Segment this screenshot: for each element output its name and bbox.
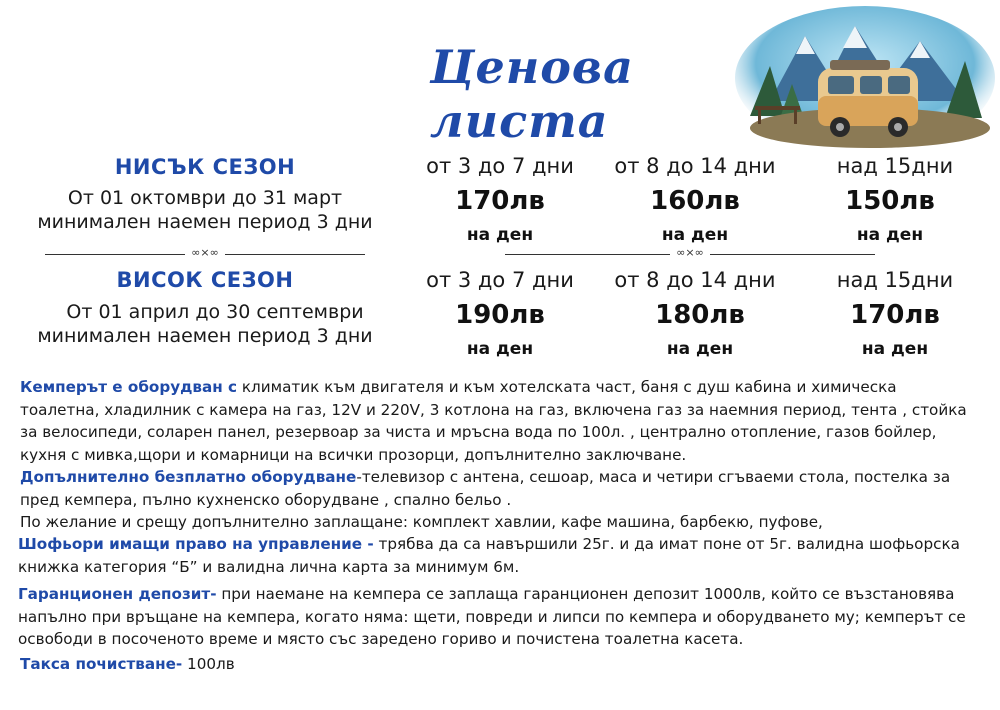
extra-free-text: -телевизор с антена, сешоар, маса и четири сгъваеми стола, постелка за пред кемпера, пълно кухненско оборудване , спално бельо . [20, 468, 951, 509]
low-season-min-rent: минимален наемен период 3 дни [37, 211, 373, 233]
high-col-3-range: над 15дни [836, 268, 954, 292]
low-col-1-range: от 3 до 7 дни [426, 154, 574, 178]
equipment-text: климатик към двигателя и към хотелската част, баня с душ кабина и химическа тоалетна, хладилник с камера на газ, 12V и 220V, 3 котлона на газ, включена газ за наемния период, тента , стойка за велосипеди, соларен панел, резервоар за чиста и мръсна вода по 100л. , централно отопление, газов бойлер, кухня с мивка,щори и комарници на всички прозорци, допълнително заключване. [20, 378, 967, 464]
deposit-paragraph [18, 583, 978, 651]
high-season-title: ВИСОК СЕЗОН [116, 268, 294, 292]
high-season-period: От 01 април до 30 септември [66, 301, 364, 323]
low-col-2-range: от 8 до 14 дни [614, 154, 776, 178]
right-divider-ornament: ∞×∞ [670, 246, 710, 259]
drivers-text: трябва да са навършили 25г. и да имат поне от 5г. валидна шофьорска книжка категория “Б” и валидна лична карта за минимум 6м. [18, 535, 960, 576]
high-col-2-range: от 8 до 14 дни [614, 268, 776, 292]
extra-free-paragraph [20, 466, 980, 511]
deposit-text: при наемане на кемпера се заплаща гаранционен депозит 1000лв, който се възстановява напълно при връщане на кемпера, когато няма: щети, повреди и липси по кемпера и оборудването му; кемперът се освободи в посоченото време и място със заредено гориво и почистена тоалетна касета. [18, 585, 966, 648]
high-col-3-price: 170лв [850, 300, 940, 330]
cleaning-label: Такса почистване- [20, 655, 183, 673]
high-col-2-price: 180лв [655, 300, 745, 330]
high-col-2-unit: на ден [666, 339, 734, 359]
low-season-period: От 01 октомври до 31 март [67, 187, 343, 209]
cleaning-text: 100лв [182, 655, 235, 673]
drivers-paragraph [18, 533, 978, 578]
high-col-1-price: 190лв [455, 300, 545, 330]
high-season-min-rent: минимален наемен период 3 дни [37, 325, 373, 347]
cleaning-paragraph [20, 653, 980, 676]
low-col-3-unit: на ден [856, 225, 924, 245]
low-col-1-price: 170лв [455, 186, 545, 216]
low-col-2-unit: на ден [661, 225, 729, 245]
low-col-3-range: над 15дни [836, 154, 954, 178]
deposit-label: Гаранционен депозит- [18, 585, 217, 603]
left-divider-ornament: ∞×∞ [185, 246, 225, 259]
low-col-3-price: 150лв [845, 186, 935, 216]
camper-illustration [730, 6, 1000, 156]
high-col-3-unit: на ден [861, 339, 929, 359]
extra-free-label: Допълнително безплатно оборудване [20, 468, 357, 486]
high-col-1-unit: на ден [466, 339, 534, 359]
low-col-2-price: 160лв [650, 186, 740, 216]
extra-paid-paragraph: По желание и срещу допълнително заплащане: комплект хавлии, кафе машина, барбекю, пуфове, [20, 513, 823, 531]
low-col-1-unit: на ден [466, 225, 534, 245]
drivers-label: Шофьори имащи право на управление - [18, 535, 374, 553]
page-title: Ценова листа [430, 40, 634, 148]
equipment-label: Кемперът е оборудван с [20, 378, 238, 396]
equipment-paragraph [20, 376, 980, 466]
high-col-1-range: от 3 до 7 дни [426, 268, 574, 292]
low-season-title: НИСЪК СЕЗОН [114, 155, 296, 179]
